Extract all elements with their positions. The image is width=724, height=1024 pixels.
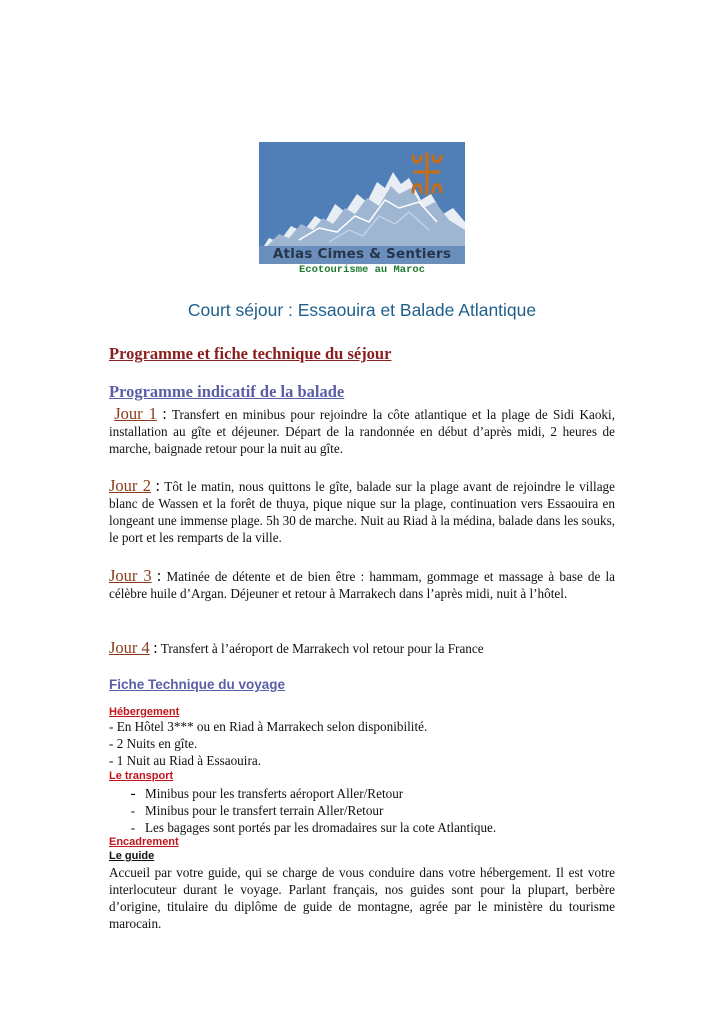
day-2-label: Jour 2 bbox=[109, 476, 151, 495]
day-1-paragraph: Jour 1 : Transfert en minibus pour rejoindre la côte atlantique et la plage de Sidi Kaoki, installation au gîte et déjeuner. Départ de la randonnée en début d’après midi, 2 heures de marche, baignade retour pour la nuit au gîte. bbox=[109, 404, 615, 456]
logo-brand-name: Atlas Cimes & Sentiers bbox=[272, 246, 452, 262]
guide-heading: Le guide bbox=[109, 850, 155, 862]
day-1-text: Transfert en minibus pour rejoindre la côte atlantique et la plage de Sidi Kaoki, installation au gîte et déjeuner. Départ de la randonnée en début d’après midi, 2 heures de marche, baignade retour pour la nuit au gîte. bbox=[109, 407, 615, 456]
transport-item-3: - Les bagages sont portés par les dromadaires sur la cote Atlantique. bbox=[130, 820, 497, 835]
fiche-technique-heading: Fiche Technique du voyage bbox=[109, 677, 286, 692]
section-heading-indicative: Programme indicatif de la balade bbox=[109, 382, 345, 401]
hebergement-line-2: - 2 Nuits en gîte. bbox=[109, 736, 198, 751]
day-3-label: Jour 3 bbox=[109, 566, 152, 585]
hebergement-heading: Hébergement bbox=[109, 706, 180, 718]
section-heading-program: Programme et fiche technique du séjour bbox=[109, 344, 392, 363]
hebergement-line-3: - 1 Nuit au Riad à Essaouira. bbox=[109, 753, 261, 768]
day-3-text: Matinée de détente et de bien être : hammam, gommage et massage à base de la célèbre huile d’Argan. Déjeuner et retour à Marrakech dans l’après midi, nuit à l’hôtel. bbox=[109, 569, 616, 601]
company-logo bbox=[259, 142, 465, 264]
day-2-text: Tôt le matin, nous quittons le gîte, balade sur la plage avant de rejoindre le village blanc de Wassen et la forêt de thuya, pique nique sur la plage, continuation vers Essaouira en longeant une immense plage. 5h 30 de marche. Nuit au Riad à la médina, balade dans les souks, le port et les remparts de la ville. bbox=[109, 479, 616, 545]
hebergement-line-1: - En Hôtel 3*** ou en Riad à Marrakech selon disponibilité. bbox=[109, 719, 428, 734]
day-1-label: Jour 1 bbox=[114, 404, 157, 423]
transport-item-1: - Minibus pour les transferts aéroport Aller/Retour bbox=[130, 785, 404, 802]
day-4-text: Transfert à l’aéroport de Marrakech vol retour pour la France bbox=[160, 641, 484, 656]
berber-symbol-icon bbox=[407, 150, 447, 198]
tagline: Ecotourisme au Maroc bbox=[298, 264, 426, 276]
transport-item-3-text: Les bagages sont portés par les dromadaires sur la cote Atlantique. bbox=[145, 820, 497, 835]
day-4-label: Jour 4 bbox=[109, 638, 150, 657]
transport-heading: Le transport bbox=[109, 770, 174, 782]
day-2-paragraph: Jour 2 : Tôt le matin, nous quittons le gîte, balade sur la plage avant de rejoindre le village blanc de Wassen et la forêt de thuya, pique nique sur la plage, continuation vers Essaouira en longeant une immense plage. 5h 30 de marche. Nuit au Riad à la médina, balade dans les souks, le port et les remparts de la ville. bbox=[109, 476, 616, 545]
encadrement-heading: Encadrement bbox=[109, 836, 179, 848]
guide-paragraph: Accueil par votre guide, qui se charge de vous conduire dans votre hébergement. Il est votre interlocuteur durant le voyage. Parlant français, nos guides sont pour la plupart, berbère d’origine, titulaire du diplôme de guide de montagne, agrée par le ministère du tourisme marocain. bbox=[109, 865, 615, 931]
transport-item-2: - Minibus pour le transfert terrain Aller/Retour bbox=[130, 803, 384, 818]
day-4-paragraph: Jour 4 : Transfert à l’aéroport de Marrakech vol retour pour la France bbox=[109, 638, 484, 657]
transport-item-2-text: Minibus pour le transfert terrain Aller/Retour bbox=[145, 803, 384, 818]
day-3-paragraph: Jour 3 : Matinée de détente et de bien être : hammam, gommage et massage à base de la célèbre huile d’Argan. Déjeuner et retour à Marrakech dans l’après midi, nuit à l’hôtel. bbox=[109, 566, 616, 601]
page-title: Court séjour : Essaouira et Balade Atlantique bbox=[187, 300, 537, 320]
transport-item-1-text: Minibus pour les transferts aéroport Aller/Retour bbox=[145, 786, 404, 801]
